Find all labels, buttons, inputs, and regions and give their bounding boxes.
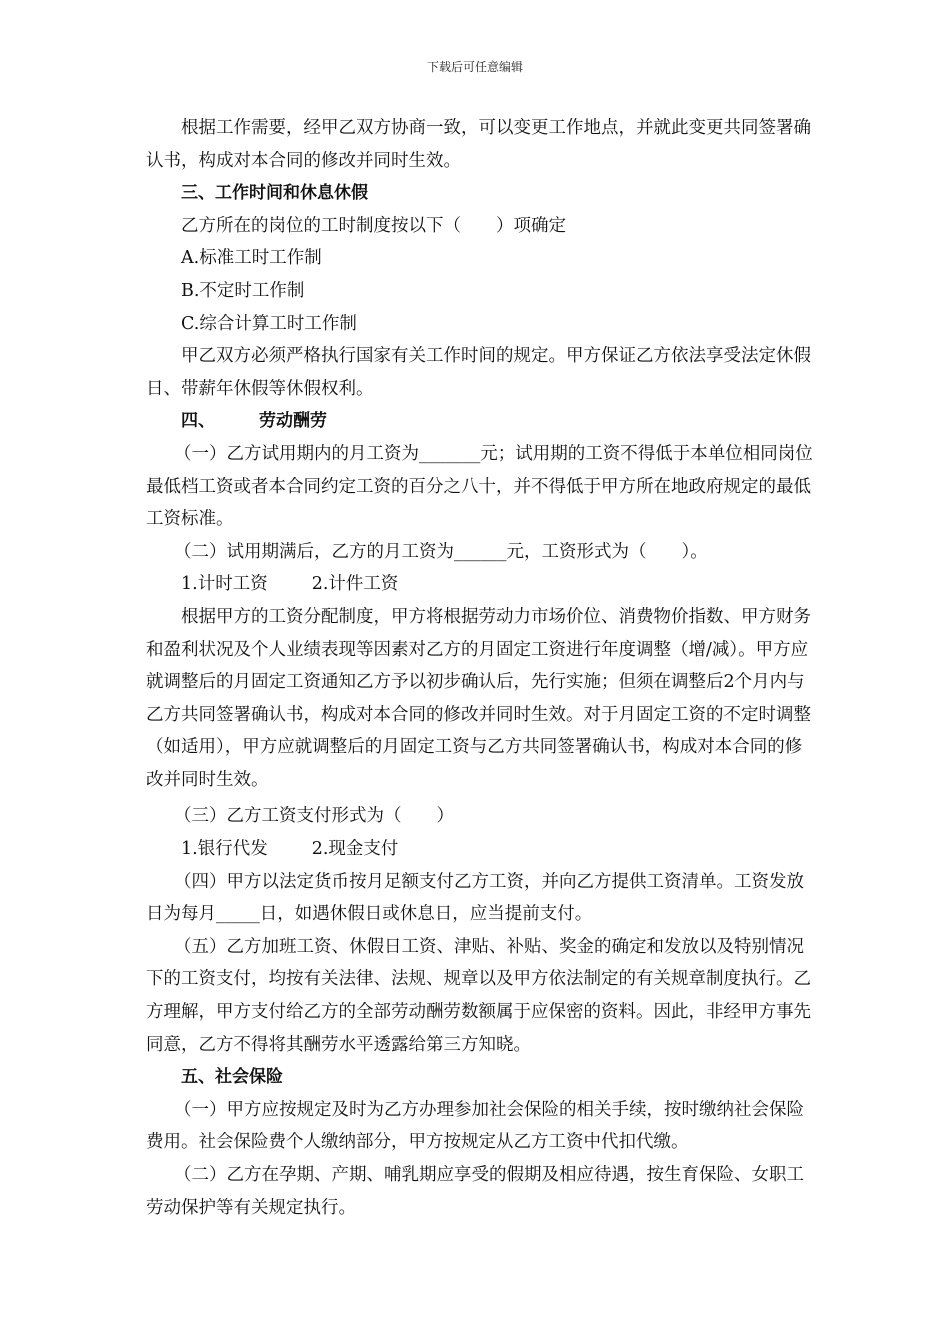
section-heading-work-time: 三、工作时间和休息休假 <box>181 183 368 204</box>
paragraph-maternity: （二）乙方在孕期、产期、哺乳期应享受的假期及相应待遇，按生育保险、女职工劳动保护等有关规定执行。 <box>146 1165 804 1218</box>
salary-option-1: 1.计时工资 <box>181 574 268 595</box>
paragraph-social-insurance: （一）甲方应按规定及时为乙方办理参加社会保险的相关手续，按时缴纳社会保险费用。社会保险费个人缴纳部分，甲方按规定从乙方工资中代扣代缴。 <box>146 1099 804 1153</box>
paragraph-work-location: 根据工作需要，经甲乙双方协商一致，可以变更工作地点，并就此变更共同签署确认书，构成对本合同的修改并同时生效。 <box>146 118 811 171</box>
paragraph-salary-adjustment: 根据甲方的工资分配制度，甲方将根据劳动力市场价位、消费物价指数、甲方财务和盈利状况及个人业绩表现等因素对乙方的月固定工资进行年度调整（增/减）。甲方应就调整后的月固定工资通知乙方予以初步确认后，先行实施；但须在调整后2个月内与乙方共同签署确认书，构成对本合同的修改并同时生效。对于月固定工资的不定时调整（如适用），甲方应就调整后的月固定工资与乙方共同签署确认书，构成对本合同的修改并同时生效。 <box>146 606 811 790</box>
salary-form-options <box>146 568 818 601</box>
section-heading-remuneration <box>146 405 818 438</box>
paragraph-holiday-rights: 甲乙双方必须严格执行国家有关工作时间的规定。甲方保证乙方依法享受法定休假日、带薪年休假等休假权利。 <box>146 346 811 399</box>
section-title: 劳动酬劳 <box>259 411 327 432</box>
payment-form-options <box>146 833 818 866</box>
paragraph-work-hours-system: 乙方所在的岗位的工时制度按以下（ ）项确定 <box>181 215 566 236</box>
section-number: 四、 <box>181 411 215 432</box>
option-b: B.不定时工作制 <box>181 280 305 301</box>
option-c: C.综合计算工时工作制 <box>181 313 357 334</box>
section-heading-social-insurance: 五、社会保险 <box>181 1067 283 1088</box>
paragraph-overtime-pay: （五）乙方加班工资、休假日工资、津贴、补贴、奖金的确定和发放以及特别情况下的工资支付，均按有关法律、法规、规章以及甲方依法制定的有关规章制度执行。乙方理解，甲方支付给乙方的全部劳动酬劳数额属于应保密的资料。因此，非经甲方事先同意，乙方不得将其酬劳水平透露给第三方知晓。 <box>146 936 811 1055</box>
payment-option-2: 2.现金支付 <box>311 839 399 860</box>
paragraph-payment-schedule: （四）甲方以法定货币按月足额支付乙方工资，并向乙方提供工资清单。工资发放日为每月_____日，如遇休假日或休息日，应当提前支付。 <box>146 871 804 925</box>
paragraph-probation-salary: （一）乙方试用期内的月工资为_______元；试用期的工资不得低于本单位相同岗位最低档工资或者本合同约定工资的百分之八十，并不得低于甲方所在地政府规定的最低工资标准。 <box>146 443 813 530</box>
paragraph-regular-salary: （二）试用期满后，乙方的月工资为______元，工资形式为（ ）。 <box>174 541 708 562</box>
page-header: 下载后可任意编辑 <box>426 60 523 74</box>
document-body <box>146 112 818 1224</box>
paragraph-payment-form: （三）乙方工资支付形式为（ ） <box>174 806 454 827</box>
option-a: A.标准工时工作制 <box>181 248 322 269</box>
salary-option-2: 2.计件工资 <box>311 574 399 595</box>
payment-option-1: 1.银行代发 <box>181 839 268 860</box>
